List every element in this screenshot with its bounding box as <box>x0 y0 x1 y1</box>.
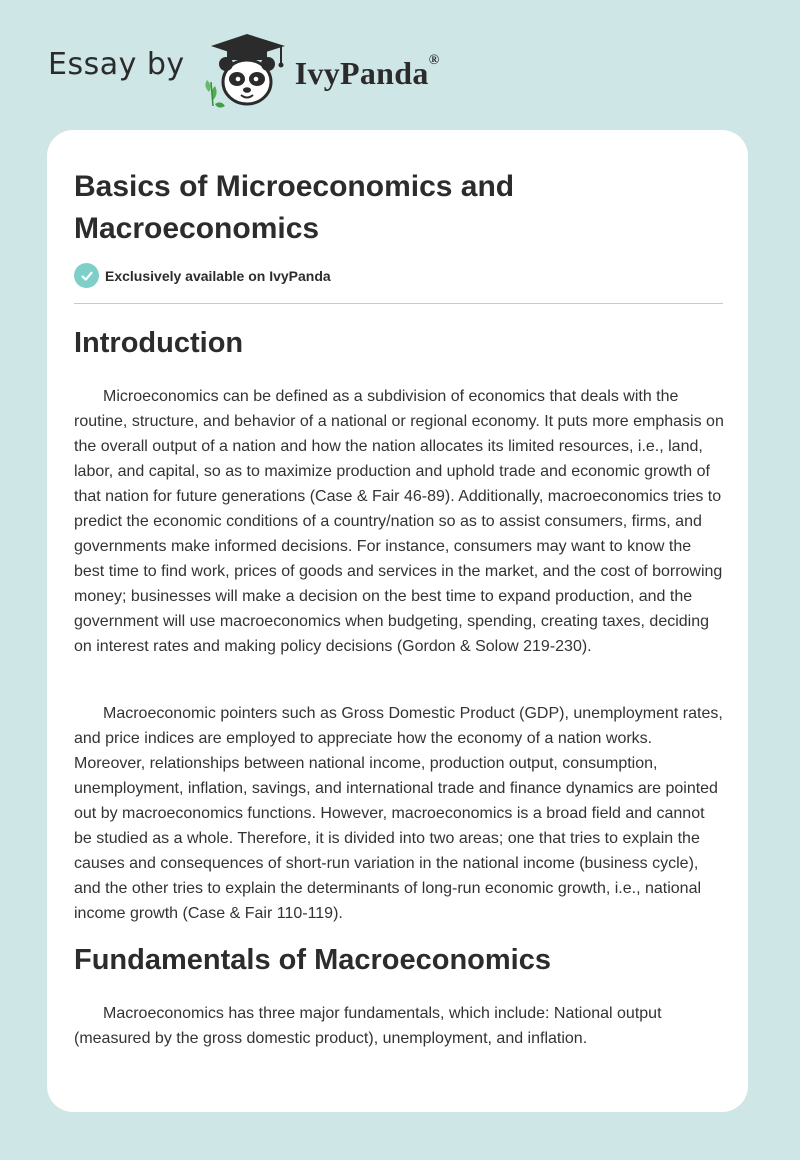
essay-card <box>47 130 748 1112</box>
ivypanda-logo[interactable] <box>199 30 295 110</box>
brand-name[interactable]: IvyPanda® <box>294 52 440 91</box>
divider <box>74 303 723 304</box>
site-header <box>48 30 439 110</box>
exclusive-badge-text: Exclusively available on IvyPanda <box>105 267 331 284</box>
paragraph: Macroeconomic pointers such as Gross Domestic Product (GDP), unemployment rates, and price indices are employed to appreciate how the economy of a nation works. Moreover, relationships between national income, production output, consumption, unemployment, inflation, savings, and international trade and finance dynamics are pointed out by macroeconomics functions. However, macroeconomics is a broad field and cannot be studied as a whole. Therefore, it is divided into two areas; one that tries to explain the causes and consequences of short-run variation in the national income (business cycle), and the other tries to explain the determinants of long-run economic growth, i.e., national income growth (Case & Fair 110-119). <box>74 705 723 922</box>
paragraph: Microeconomics can be defined as a subdivision of economics that deals with the routine, structure, and behavior of a national or regional economy. It puts more emphasis on the overall output of a nation and how the nation allocates its limited resources, i.e., land, labor, and capital, so as to maximize production and uphold trade and economic growth of that nation for future generations (Case & Fair 46-89). Additionally, macroeconomics tries to predict the economic conditions of a country/nation so as to assist consumers, firms, and governments make informed decisions. For instance, consumers may want to know the best time to find work, prices of goods and services in the market, and the cost of borrowing money; businesses will make a decision on the best time to expand production, and the government will use macroeconomics when budgeting, spending, creating taxes, deciding on interest rates and making policy decisions (Gordon & Solow 219-230). <box>74 388 724 655</box>
check-icon <box>74 263 99 288</box>
section-heading-introduction: Introduction <box>74 327 244 359</box>
exclusive-badge <box>74 263 331 288</box>
panda-graduate-icon <box>199 30 295 110</box>
registered-mark: ® <box>428 52 440 68</box>
essay-by-label: Essay by <box>48 46 185 82</box>
paragraph: Macroeconomics has three major fundamentals, which include: National output (measured by the gross domestic product), unemployment, and inflation. <box>74 1005 662 1047</box>
essay-title: Basics of Microeconomics and Macroeconomics <box>74 170 515 245</box>
section-heading-fundamentals: Fundamentals of Macroeconomics <box>74 944 551 976</box>
